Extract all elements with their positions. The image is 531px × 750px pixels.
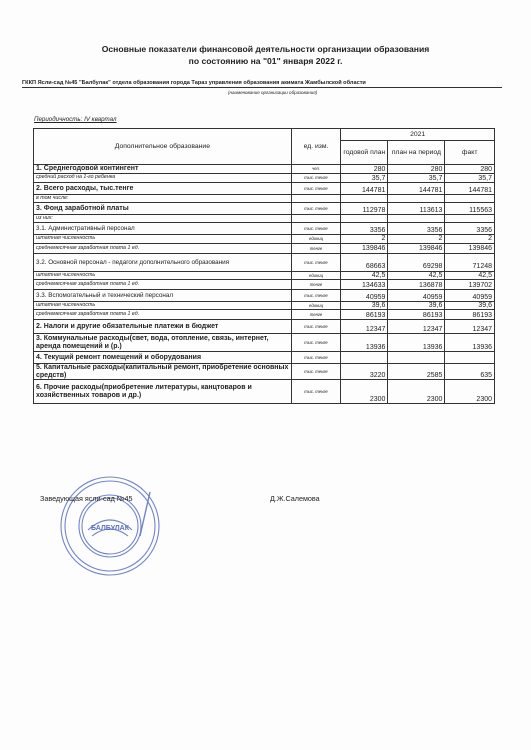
financial-indicators-table bbox=[33, 128, 495, 404]
row-label bbox=[34, 253, 292, 271]
row-label bbox=[34, 334, 292, 352]
row-label bbox=[34, 174, 292, 183]
row-value-v3: 2300 bbox=[445, 380, 495, 404]
row-unit: единиц bbox=[291, 301, 341, 309]
table-row bbox=[34, 279, 495, 289]
row-label bbox=[34, 352, 292, 364]
row-label bbox=[34, 195, 292, 203]
row-value-v3: 71248 bbox=[445, 253, 495, 271]
row-value-v3: 12347 bbox=[445, 320, 495, 334]
row-value-v3 bbox=[445, 352, 495, 364]
row-label-text: 6. Прочие расходы bbox=[36, 384, 102, 392]
row-value-v1: 68663 bbox=[341, 253, 388, 271]
row-value-v1: 134633 bbox=[341, 279, 388, 289]
row-value-v2: 2585 bbox=[388, 364, 445, 380]
table-row bbox=[34, 271, 495, 279]
organization-name: ГККП Ясли-сад №45 "Балбулак" отдела образования города Тараз управления образования акимата Жамбылской области bbox=[22, 80, 502, 88]
row-value-v2: 280 bbox=[388, 165, 445, 174]
row-label bbox=[34, 203, 292, 215]
table-row bbox=[34, 310, 495, 320]
row-value-v2 bbox=[388, 215, 445, 223]
table-row bbox=[34, 165, 495, 174]
row-label bbox=[34, 223, 292, 235]
row-label bbox=[34, 279, 292, 289]
table-row bbox=[34, 352, 495, 364]
row-unit bbox=[291, 215, 341, 223]
row-value-v1 bbox=[341, 215, 388, 223]
row-label-text: средний расход на 1-го ребенка bbox=[36, 174, 116, 181]
row-value-v1: 13936 bbox=[341, 334, 388, 352]
row-value-v3: 13936 bbox=[445, 334, 495, 352]
row-label bbox=[34, 310, 292, 320]
row-value-v3: 86193 bbox=[445, 310, 495, 320]
row-label-text: 2. Налоги и другие обязательные платежи в бюджет bbox=[36, 322, 219, 330]
row-label bbox=[34, 364, 292, 380]
organization-caption: (наименование организации образования) bbox=[228, 90, 318, 95]
row-value-v1: 3356 bbox=[341, 223, 388, 235]
table-row bbox=[34, 235, 495, 243]
row-label bbox=[34, 289, 292, 301]
row-value-v1: 144781 bbox=[341, 183, 388, 195]
row-label-text: 3. Коммунальные расходы bbox=[36, 335, 130, 343]
row-unit bbox=[291, 195, 341, 203]
row-unit: тыс. тенге bbox=[291, 203, 341, 215]
row-label bbox=[34, 243, 292, 253]
row-label-text: 5. Капитальные расходы bbox=[36, 364, 123, 372]
table-row bbox=[34, 195, 495, 203]
table-row bbox=[34, 334, 495, 352]
header-plan-year: годовой план bbox=[341, 141, 388, 165]
table-row bbox=[34, 320, 495, 334]
row-label-text: в том числе: bbox=[36, 195, 69, 201]
row-label bbox=[34, 165, 292, 174]
row-value-v2: 40959 bbox=[388, 289, 445, 301]
row-value-v3: 635 bbox=[445, 364, 495, 380]
row-value-v2: 144781 bbox=[388, 183, 445, 195]
row-label bbox=[34, 380, 292, 404]
row-label-text: 3.3. Вспомогательный и технический персонал bbox=[36, 291, 174, 299]
row-unit: тыс. тенге bbox=[291, 364, 341, 380]
row-unit: чел. bbox=[291, 165, 341, 174]
row-value-v1: 139846 bbox=[341, 243, 388, 253]
table-row bbox=[34, 183, 495, 195]
row-value-v3: 3356 bbox=[445, 223, 495, 235]
row-unit: единиц bbox=[291, 271, 341, 279]
row-value-v2: 42,5 bbox=[388, 271, 445, 279]
row-value-v2 bbox=[388, 195, 445, 203]
row-value-v2: 113613 bbox=[388, 203, 445, 215]
period-label: Периодичность: IV квартал bbox=[34, 116, 117, 123]
row-value-v3: 139846 bbox=[445, 243, 495, 253]
row-label-text: 3.1. Административный персонал bbox=[36, 225, 135, 233]
row-label-text: среднемесячная заработная плата 1 ед. bbox=[36, 310, 140, 317]
row-unit: тенге bbox=[291, 243, 341, 253]
row-value-v3: 2 bbox=[445, 235, 495, 243]
row-value-v3 bbox=[445, 195, 495, 203]
table-row bbox=[34, 215, 495, 223]
row-unit: тенге bbox=[291, 310, 341, 320]
row-value-v1 bbox=[341, 352, 388, 364]
row-label bbox=[34, 235, 292, 243]
row-value-v1: 2300 bbox=[341, 380, 388, 404]
row-value-v1: 3220 bbox=[341, 364, 388, 380]
document-title-line1: Основные показатели финансовой деятельности организации образования bbox=[101, 44, 430, 54]
row-label-text: 2. Всего расходы, тыс.тенге bbox=[36, 184, 134, 192]
row-label-text: из них: bbox=[36, 215, 53, 222]
row-value-v2: 2 bbox=[388, 235, 445, 243]
row-value-v2: 35,7 bbox=[388, 174, 445, 183]
row-label-text: среднемесячная заработная плата 1 ед. bbox=[36, 244, 140, 251]
row-value-v3: 35,7 bbox=[445, 174, 495, 183]
row-label bbox=[34, 320, 292, 334]
row-unit: тыс. тенге bbox=[291, 289, 341, 301]
row-value-v3: 39,6 bbox=[445, 301, 495, 309]
row-value-v2: 136878 bbox=[388, 279, 445, 289]
row-label bbox=[34, 301, 292, 309]
signatory-position: Заведующая ясли-сад №45 bbox=[40, 494, 133, 503]
table-row bbox=[34, 174, 495, 183]
row-value-v2: 3356 bbox=[388, 223, 445, 235]
official-stamp bbox=[58, 474, 162, 583]
header-fact: факт bbox=[445, 141, 495, 165]
row-label-text: 3. Фонд заработной платы bbox=[36, 205, 129, 213]
row-value-v2: 12347 bbox=[388, 320, 445, 334]
row-unit: тыс. тенге bbox=[291, 320, 341, 334]
row-label-text: штатная численность bbox=[36, 235, 96, 242]
table-row bbox=[34, 223, 495, 235]
row-label-text: 4. Текущий ремонт помещений и оборудования bbox=[36, 353, 202, 361]
signatory-name: Д.Ж.Салемова bbox=[270, 494, 320, 503]
row-unit: тыс. тенге bbox=[291, 253, 341, 271]
row-value-v1: 112978 bbox=[341, 203, 388, 215]
row-value-v3 bbox=[445, 215, 495, 223]
row-value-v2: 86193 bbox=[388, 310, 445, 320]
table-row bbox=[34, 301, 495, 309]
row-unit: тыс. тенге bbox=[291, 380, 341, 404]
row-label bbox=[34, 183, 292, 195]
row-unit: тыс. тенге bbox=[291, 183, 341, 195]
row-value-v2 bbox=[388, 352, 445, 364]
row-unit: тыс. тенге bbox=[291, 223, 341, 235]
row-note: (капитальный ремонт, приобретение основных средств) bbox=[36, 364, 289, 379]
row-value-v1 bbox=[341, 195, 388, 203]
table-row bbox=[34, 203, 495, 215]
row-value-v2: 69298 bbox=[388, 253, 445, 271]
row-value-v1: 280 bbox=[341, 165, 388, 174]
header-unit: ед. изм. bbox=[291, 129, 341, 165]
row-unit: тыс. тенге bbox=[291, 174, 341, 183]
row-unit: единиц bbox=[291, 235, 341, 243]
header-plan-period: план на период bbox=[388, 141, 445, 165]
row-value-v1: 2 bbox=[341, 235, 388, 243]
row-value-v1: 86193 bbox=[341, 310, 388, 320]
table-row bbox=[34, 243, 495, 253]
row-unit: тенге bbox=[291, 279, 341, 289]
row-value-v3: 144781 bbox=[445, 183, 495, 195]
table-row bbox=[34, 253, 495, 271]
row-note: (свет, вода, отопление, связь, интернет, аренда помещений и (р.) bbox=[36, 335, 269, 350]
stamp-text: БАЛБУЛАК bbox=[90, 525, 130, 532]
table-row bbox=[34, 289, 495, 301]
row-label-text: 3.2. Основной персонал - педагоги дополнительного образования bbox=[36, 258, 230, 266]
row-value-v2: 2300 bbox=[388, 380, 445, 404]
row-value-v3: 40959 bbox=[445, 289, 495, 301]
row-value-v2: 13936 bbox=[388, 334, 445, 352]
row-label bbox=[34, 215, 292, 223]
row-label-text: среднемесячная заработная плата 1 ед. bbox=[36, 280, 140, 287]
row-value-v1: 35,7 bbox=[341, 174, 388, 183]
row-value-v3: 280 bbox=[445, 165, 495, 174]
row-label bbox=[34, 271, 292, 279]
row-value-v2: 39,6 bbox=[388, 301, 445, 309]
header-year: 2021 bbox=[341, 129, 495, 141]
row-value-v1: 12347 bbox=[341, 320, 388, 334]
header-name: Дополнительное образование bbox=[34, 129, 292, 165]
table-row bbox=[34, 364, 495, 380]
row-value-v1: 42,5 bbox=[341, 271, 388, 279]
row-value-v3: 139702 bbox=[445, 279, 495, 289]
row-value-v3: 115563 bbox=[445, 203, 495, 215]
row-value-v1: 40959 bbox=[341, 289, 388, 301]
row-unit: тыс. тенге bbox=[291, 352, 341, 364]
row-value-v3: 42,5 bbox=[445, 271, 495, 279]
table-row bbox=[34, 380, 495, 404]
row-note: (приобретение литературы, канцтоваров и хозяйственных товаров и др.) bbox=[36, 384, 252, 399]
row-label-text: штатная численность bbox=[36, 271, 96, 278]
row-value-v2: 139846 bbox=[388, 243, 445, 253]
row-label-text: штатная численность bbox=[36, 301, 96, 308]
row-value-v1: 39,6 bbox=[341, 301, 388, 309]
document-title-line2: по состоянию на "01" января 2022 г. bbox=[188, 56, 343, 66]
row-label-text: 1. Среднегодовой контингент bbox=[36, 165, 139, 173]
row-unit: тыс. тенге bbox=[291, 334, 341, 352]
